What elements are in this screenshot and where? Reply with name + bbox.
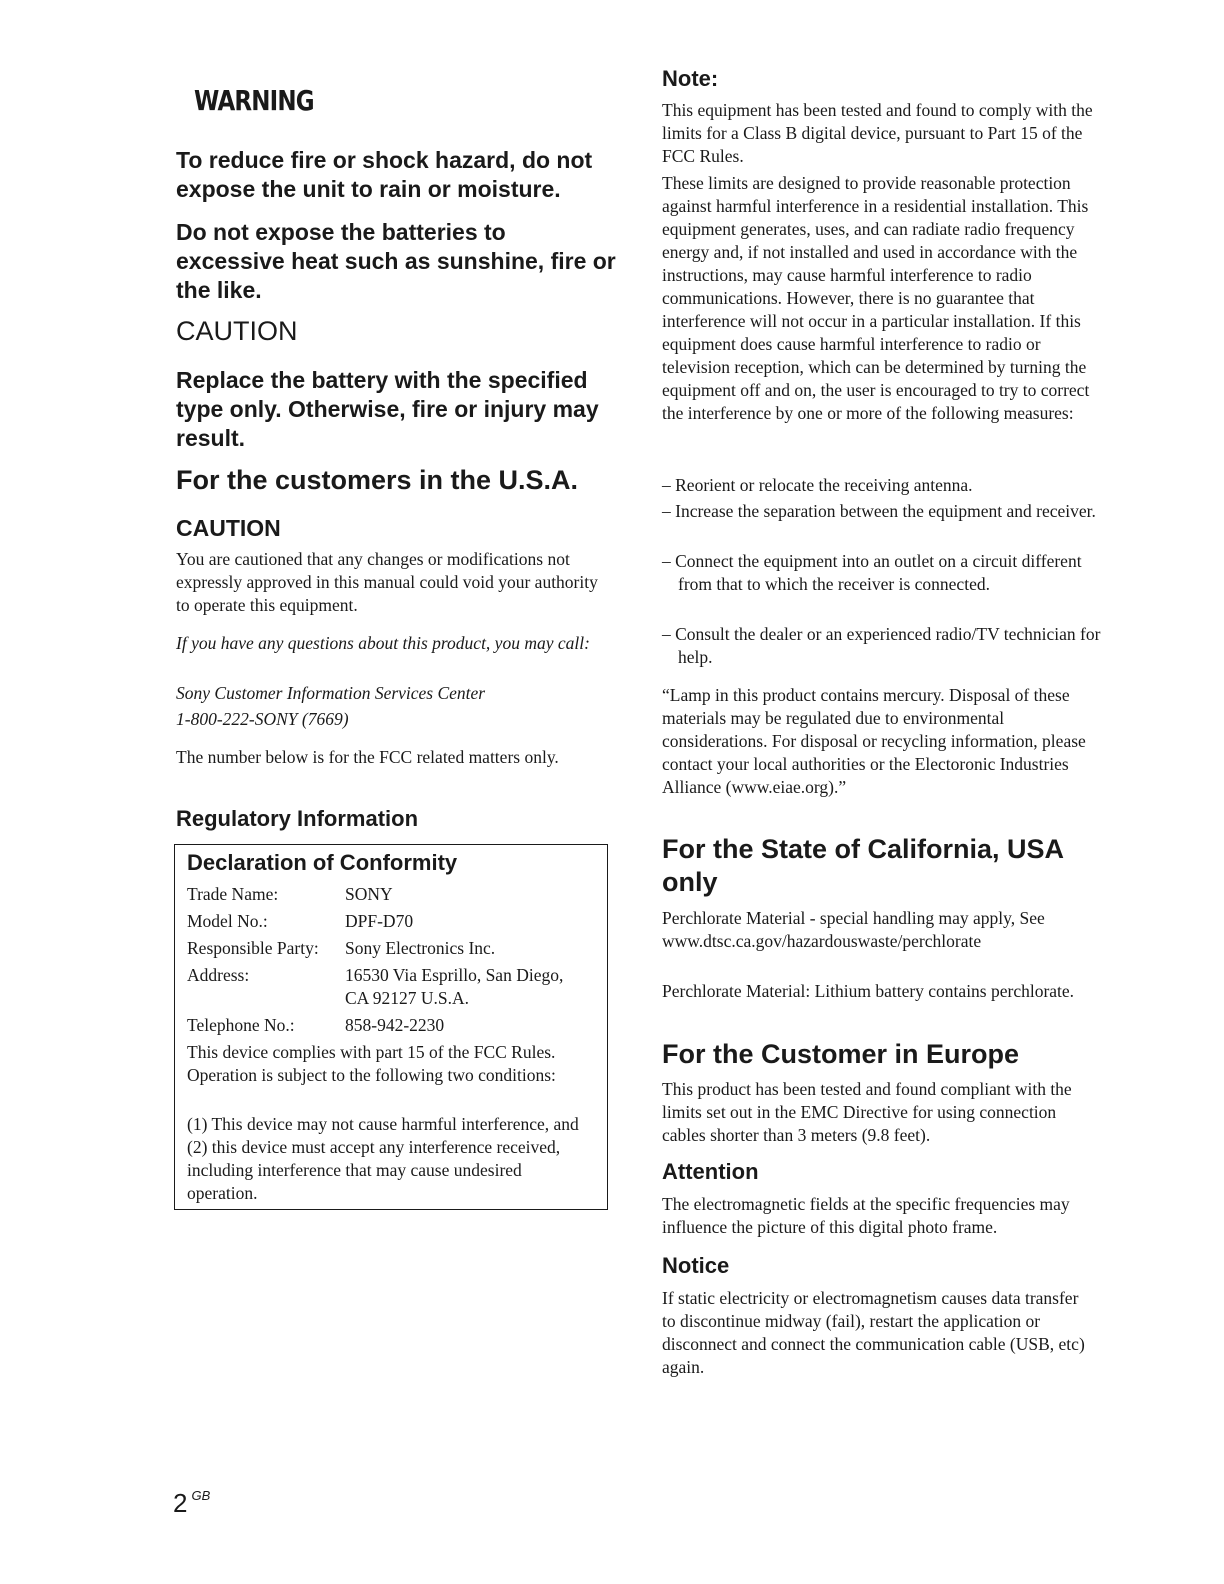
notice-heading: Notice — [662, 1253, 730, 1278]
perchlorate-text-2: Perchlorate Material: Lithium battery contains perchlorate. — [662, 981, 1075, 1001]
measure-item: – Connect the equipment into an outlet on a circuit different from that to which the receiver is connected. — [662, 551, 1082, 594]
address-value-line1: 16530 Via Esprillo, San Diego, — [345, 965, 564, 985]
measure-item: – Reorient or relocate the receiving antenna. — [662, 475, 973, 495]
address-label: Address: — [187, 965, 250, 985]
address-value-line2: CA 92127 U.S.A. — [345, 988, 469, 1008]
warning-title: WARNING — [194, 84, 314, 117]
measure-item: – Consult the dealer or an experienced radio/TV technician for help. — [662, 624, 1101, 667]
declaration-of-conformity-box — [174, 844, 608, 1210]
attention-heading: Attention — [662, 1159, 759, 1184]
questions-text: If you have any questions about this product, you may call: — [176, 633, 590, 653]
page-number-suffix: GB — [191, 1488, 211, 1503]
notice-text: If static electricity or electromagnetism causes data transfer to discontinue midway (fail), restart the application or disconnect and connect the communication cable (USB, etc) again. — [662, 1288, 1085, 1377]
usa-heading: For the customers in the U.S.A. — [176, 465, 579, 495]
fcc-conditions-text: (1) This device may not cause harmful interference, and (2) this device must accept any interference received, including interference that may cause undesired operation. — [187, 1114, 579, 1203]
note-paragraph-1: This equipment has been tested and found to comply with the limits for a Class B digital device, pursuant to Part 15 of the FCC Rules. — [662, 100, 1093, 166]
trade-name-value: SONY — [345, 884, 393, 904]
fcc-complies-text: This device complies with part 15 of the FCC Rules. Operation is subject to the following two conditions: — [187, 1042, 556, 1085]
warning-text-batteries: Do not expose the batteries to excessive heat such as sunshine, fire or the like. — [176, 219, 616, 303]
attention-text: The electromagnetic fields at the specific frequencies may influence the picture of this digital photo frame. — [662, 1194, 1070, 1237]
responsible-party-label: Responsible Party: — [187, 938, 319, 958]
telephone-label: Telephone No.: — [187, 1015, 295, 1035]
warning-text-fire-shock: To reduce fire or shock hazard, do not expose the unit to rain or moisture. — [176, 147, 593, 202]
model-label: Model No.: — [187, 911, 268, 931]
europe-text: This product has been tested and found compliant with the limits set out in the EMC Directive for using connection cables shorter than 3 meters (9.8 feet). — [662, 1079, 1072, 1145]
page-number-value: 2 — [173, 1488, 188, 1518]
lamp-mercury-text: “Lamp in this product contains mercury. Disposal of these materials may be regulated due to environmental considerations. For disposal or recycling information, please contact your local authorities or the Electoronic Industries Alliance (www.eiae.org).” — [662, 685, 1086, 797]
usa-caution-text: You are cautioned that any changes or modifications not expressly approved in this manual could void your authority to operate this equipment. — [176, 549, 598, 615]
regulatory-heading: Regulatory Information — [176, 806, 419, 831]
caution-title: CAUTION — [176, 316, 298, 346]
trade-name-label: Trade Name: — [187, 884, 279, 904]
california-heading: For the State of California, USA only — [662, 834, 1064, 897]
model-value: DPF-D70 — [345, 911, 414, 931]
caution-text: Replace the battery with the specified type only. Otherwise, fire or injury may result. — [176, 367, 599, 451]
europe-heading: For the Customer in Europe — [662, 1039, 1020, 1069]
telephone-value: 858-942-2230 — [345, 1015, 445, 1035]
perchlorate-text-1: Perchlorate Material - special handling may apply, See www.dtsc.ca.gov/hazardouswaste/perchlorate — [662, 908, 1045, 951]
note-paragraph-2: These limits are designed to provide reasonable protection against harmful interference in a residential installation. This equipment generates, uses, and can radiate radio frequency energy and, if not installed and used in accordance with the instructions, may cause harmful interference to radio communications. However, there is no guarantee that interference will not occur in a particular installation. If this equipment does cause harmful interference to radio or television reception, which can be determined by turning the equipment off and on, the user is encouraged to try to correct the interference by one or more of the following measures: — [662, 173, 1090, 423]
sony-center-phone: 1-800-222-SONY (7669) — [176, 709, 349, 729]
measure-item: – Increase the separation between the equipment and receiver. — [662, 501, 1096, 521]
sony-center-name: Sony Customer Information Services Center — [176, 683, 486, 703]
fcc-number-text: The number below is for the FCC related matters only. — [176, 747, 559, 767]
declaration-title: Declaration of Conformity — [187, 850, 458, 875]
note-heading: Note: — [662, 66, 719, 91]
usa-caution-heading: CAUTION — [176, 515, 281, 541]
responsible-party-value: Sony Electronics Inc. — [345, 938, 496, 958]
page-number — [173, 1488, 210, 1519]
